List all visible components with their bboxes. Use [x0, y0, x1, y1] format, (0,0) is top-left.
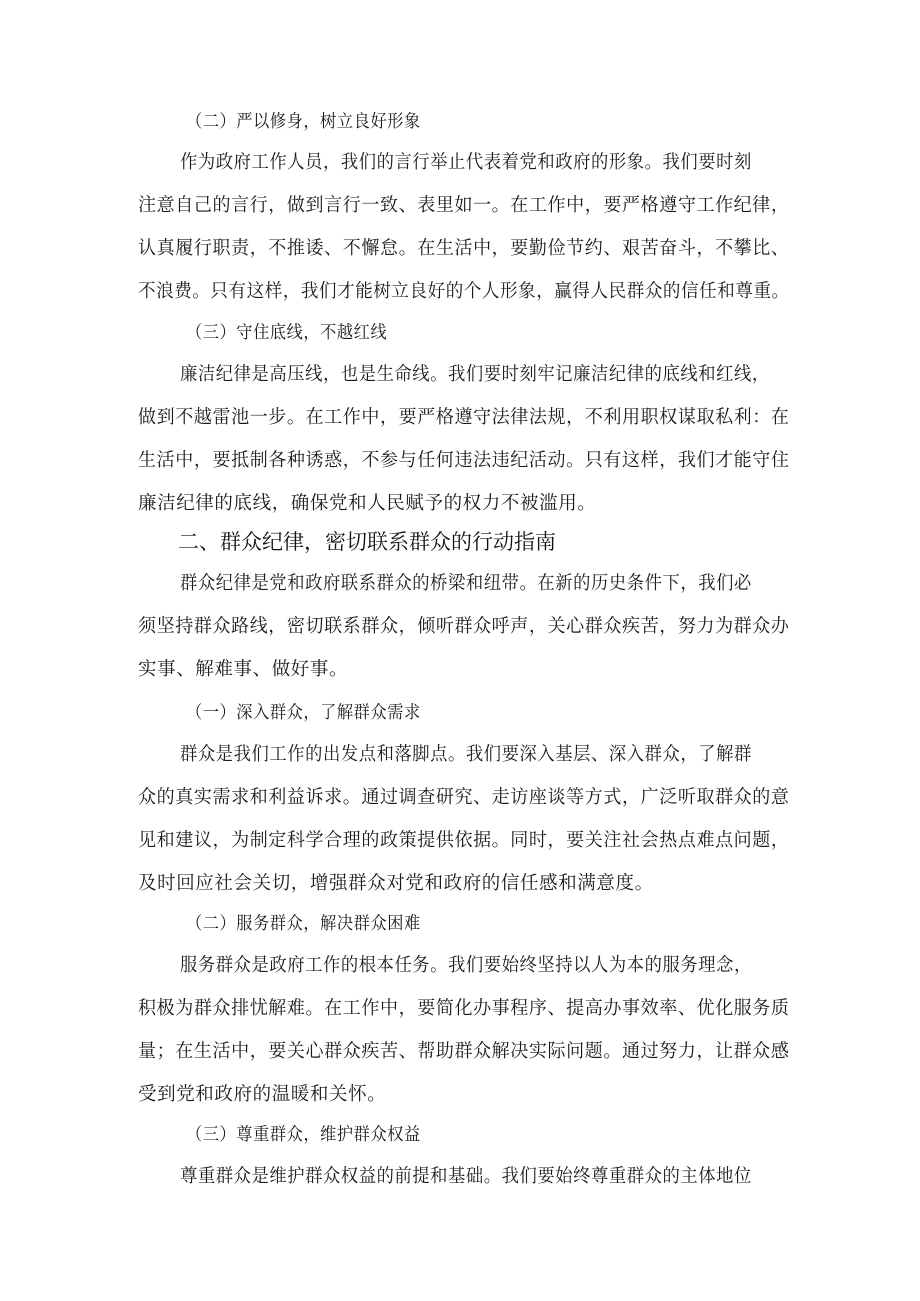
- paragraph-line: 廉洁纪律的底线，确保党和人民赋予的权力不被滥用。: [138, 493, 597, 514]
- paragraph-line: 生活中，要抵制各种诱惑，不参与任何违法违纪活动。只有这样，我们才能守住: [138, 450, 790, 471]
- section-heading: 二、群众纪律，密切联系群众的行动指南: [178, 530, 556, 554]
- subsection-heading: （一）深入群众，了解群众需求: [186, 703, 421, 723]
- subsection-heading: （二）严以修身，树立良好形象: [186, 112, 421, 132]
- paragraph-line: 群众纪律是党和政府联系群众的桥梁和纽带。在新的历史条件下，我们必: [180, 573, 752, 594]
- paragraph-line: 众的真实需求和利益诉求。通过调查研究、走访座谈等方式，广泛听取群众的意: [138, 787, 790, 808]
- paragraph-line: 做到不越雷池一步。在工作中，要严格遵守法律法规，不利用职权谋取私利：在: [138, 407, 790, 428]
- paragraph-line: 及时回应社会关切，增强群众对党和政府的信任感和满意度。: [138, 873, 654, 894]
- paragraph-line: 认真履行职责，不推诿、不懈怠。在生活中，要勤俭节约、艰苦奋斗，不攀比、: [138, 238, 790, 259]
- paragraph-line: 实事、解难事、做好事。: [138, 659, 349, 680]
- paragraph-line: 廉洁纪律是高压线，也是生命线。我们要时刻牢记廉洁纪律的底线和红线，: [180, 364, 770, 385]
- paragraph-line: 不浪费。只有这样，我们才能树立良好的个人形象，赢得人民群众的信任和尊重。: [138, 281, 790, 302]
- paragraph-line: 见和建议，为制定科学合理的政策提供依据。同时，要关注社会热点难点问题，: [138, 830, 790, 851]
- subsection-heading: （三）尊重群众，维护群众权益: [186, 1125, 421, 1145]
- paragraph-line: 注意自己的言行，做到言行一致、表里如一。在工作中，要严格遵守工作纪律，: [138, 195, 790, 216]
- paragraph-line: 尊重群众是维护群众权益的前提和基础。我们要始终尊重群众的主体地位: [180, 1166, 752, 1187]
- paragraph-line: 群众是我们工作的出发点和落脚点。我们要深入基层、深入群众，了解群: [180, 744, 752, 765]
- paragraph-line: 作为政府工作人员，我们的言行举止代表着党和政府的形象。我们要时刻: [180, 152, 752, 173]
- paragraph-line: 量；在生活中，要关心群众疾苦、帮助群众解决实际问题。通过努力，让群众感: [138, 1041, 790, 1062]
- subsection-heading: （二）服务群众，解决群众困难: [186, 914, 421, 934]
- subsection-heading: （三）守住底线，不越红线: [186, 323, 388, 343]
- paragraph-line: 积极为群众排忧解难。在工作中，要简化办事程序、提高办事效率、优化服务质: [138, 998, 790, 1019]
- paragraph-line: 须坚持群众路线，密切联系群众，倾听群众呼声，关心群众疾苦，努力为群众办: [138, 616, 790, 637]
- paragraph-line: 服务群众是政府工作的根本任务。我们要始终坚持以人为本的服务理念，: [180, 955, 752, 976]
- paragraph-line: 受到党和政府的温暖和关怀。: [138, 1084, 387, 1105]
